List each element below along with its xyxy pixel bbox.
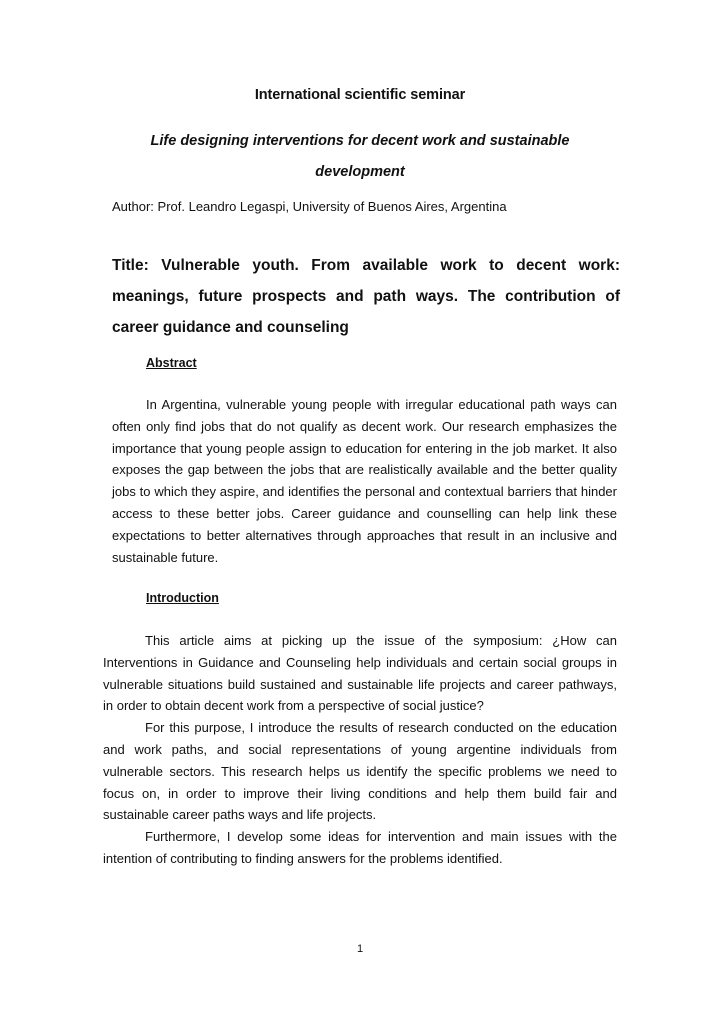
seminar-title: International scientific seminar: [254, 87, 466, 103]
introduction-body: [103, 630, 617, 870]
intro-paragraph: For this purpose, I introduce the results of research conducted on the education and work paths, and social representations of young argentine individuals from vulnerable sectors. This research helps us identify the specific problems we need to focus on, in order to improve their living conditions and help them build fair and sustainable career paths ways and life projects.: [103, 720, 617, 823]
seminar-subtitle: Life designing interventions for decent work and sustainable development: [150, 133, 570, 180]
page-number: 1: [356, 943, 364, 955]
abstract-heading: Abstract: [146, 356, 197, 370]
paper-title: [112, 250, 620, 343]
introduction-heading: Introduction: [146, 591, 219, 605]
abstract-text: In Argentina, vulnerable young people with irregular educational path ways can often only find jobs that do not qualify as decent work. Our research emphasizes the importance that young people assign to education for entering in the job market. It also exposes the gap between the jobs that are realistically available and the better quality jobs to which they aspire, and identifies the personal and contextual barriers that hinder access to these better jobs. Career guidance and counselling can help link these expectations to better alternatives through approaches that result in an inclusive and sustainable future.: [112, 397, 617, 565]
paper-title-line-1: Title: Vulnerable youth. From available work to decent work:: [112, 257, 620, 274]
intro-paragraph: This article aims at picking up the issue of the symposium: ¿How can Interventions in Guidance and Counseling help individuals and certain social groups in vulnerable situations build sustained and sustainable life projects and career pathways, in order to obtain decent work from a perspective of social justice?: [103, 633, 617, 714]
paper-title-rest: meanings, future prospects and path ways. The contribution of career guidance and counseling: [112, 288, 620, 336]
author-line: Author: Prof. Leandro Legaspi, University of Buenos Aires, Argentina: [112, 199, 507, 214]
intro-paragraph: Furthermore, I develop some ideas for intervention and main issues with the intention of contributing to finding answers for the problems identified.: [103, 829, 617, 866]
